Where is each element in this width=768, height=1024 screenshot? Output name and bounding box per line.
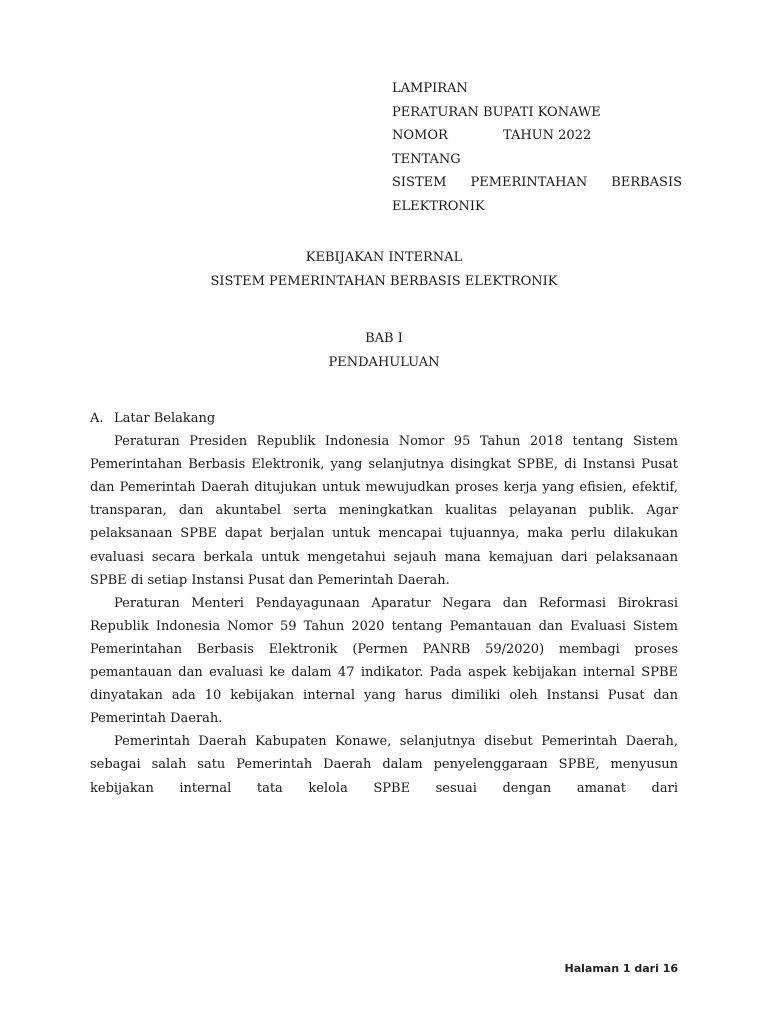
regulation-subject-line1: SISTEM PEMERINTAHAN BERBASIS bbox=[392, 175, 682, 190]
paragraph-3: Pemerintah Daerah Kabupaten Konawe, selanjutnya disebut Pemerintah Daerah, sebagai salah satu Pemerintah Daerah dalam penyelenggaraan SPBE, menyusun kebijakan internal tata kelola SPBE sesuai dengan amanat dari bbox=[90, 734, 678, 796]
chapter-heading bbox=[0, 327, 768, 374]
regulation-about-label: TENTANG bbox=[392, 151, 461, 167]
document-title-line2: SISTEM PEMERINTAHAN BERBASIS ELEKTRONIK bbox=[210, 273, 558, 289]
document-title-line1: KEBIJAKAN INTERNAL bbox=[305, 250, 463, 265]
section-title: Latar Belakang bbox=[114, 411, 216, 426]
section-content bbox=[90, 407, 678, 800]
attachment-header bbox=[392, 77, 682, 218]
section-letter: A. bbox=[90, 411, 104, 426]
paragraph-2: Peraturan Menteri Pendayagunaan Aparatur Negara dan Reformasi Birokrasi Republik Indonesia Nomor 59 Tahun 2020 tentang Pemantauan dan Evaluasi Sistem Pemerintahan Berbasis Elektronik (Permen PANRB 59/2020) membagi proses pemantauan dan evaluasi ke dalam 47 indikator. Pada aspek kebijakan internal SPBE dinyatakan ada 10 kebijakan internal yang harus dimiliki oleh Instansi Pusat dan Pemerintah Daerah. bbox=[90, 595, 678, 727]
attachment-label: LAMPIRAN bbox=[392, 81, 468, 96]
section-heading bbox=[90, 407, 678, 430]
regulation-year: TAHUN 2022 bbox=[503, 128, 592, 143]
regulation-subject-line2: ELEKTRONIK bbox=[392, 198, 485, 214]
page-number: Halaman 1 dari 16 bbox=[564, 962, 678, 975]
regulation-title: PERATURAN BUPATI KONAWE bbox=[392, 104, 601, 120]
regulation-number-label: NOMOR bbox=[392, 128, 448, 143]
paragraph-1: Peraturan Presiden Republik Indonesia Nomor 95 Tahun 2018 tentang Sistem Pemerintahan Berbasis Elektronik, yang selanjutnya disingkat SPBE, di Instansi Pusat dan Pemerintah Daerah ditujukan untuk mewujudkan proses kerja yang efisien, efektif, transparan, dan akuntabel serta meningkatkan kualitas pelayanan publik. Agar pelaksanaan SPBE dapat berjalan untuk mencapai tujuannya, maka perlu dilakukan evaluasi secara berkala untuk mengetahui sejauh mana kemajuan dari pelaksanaan SPBE di setiap Instansi Pusat dan Pemerintah Daerah. bbox=[90, 434, 678, 588]
chapter-number: BAB I bbox=[365, 331, 403, 346]
regulation-number-row bbox=[392, 124, 682, 148]
document-title bbox=[0, 246, 768, 293]
chapter-name: PENDAHULUAN bbox=[328, 354, 440, 370]
